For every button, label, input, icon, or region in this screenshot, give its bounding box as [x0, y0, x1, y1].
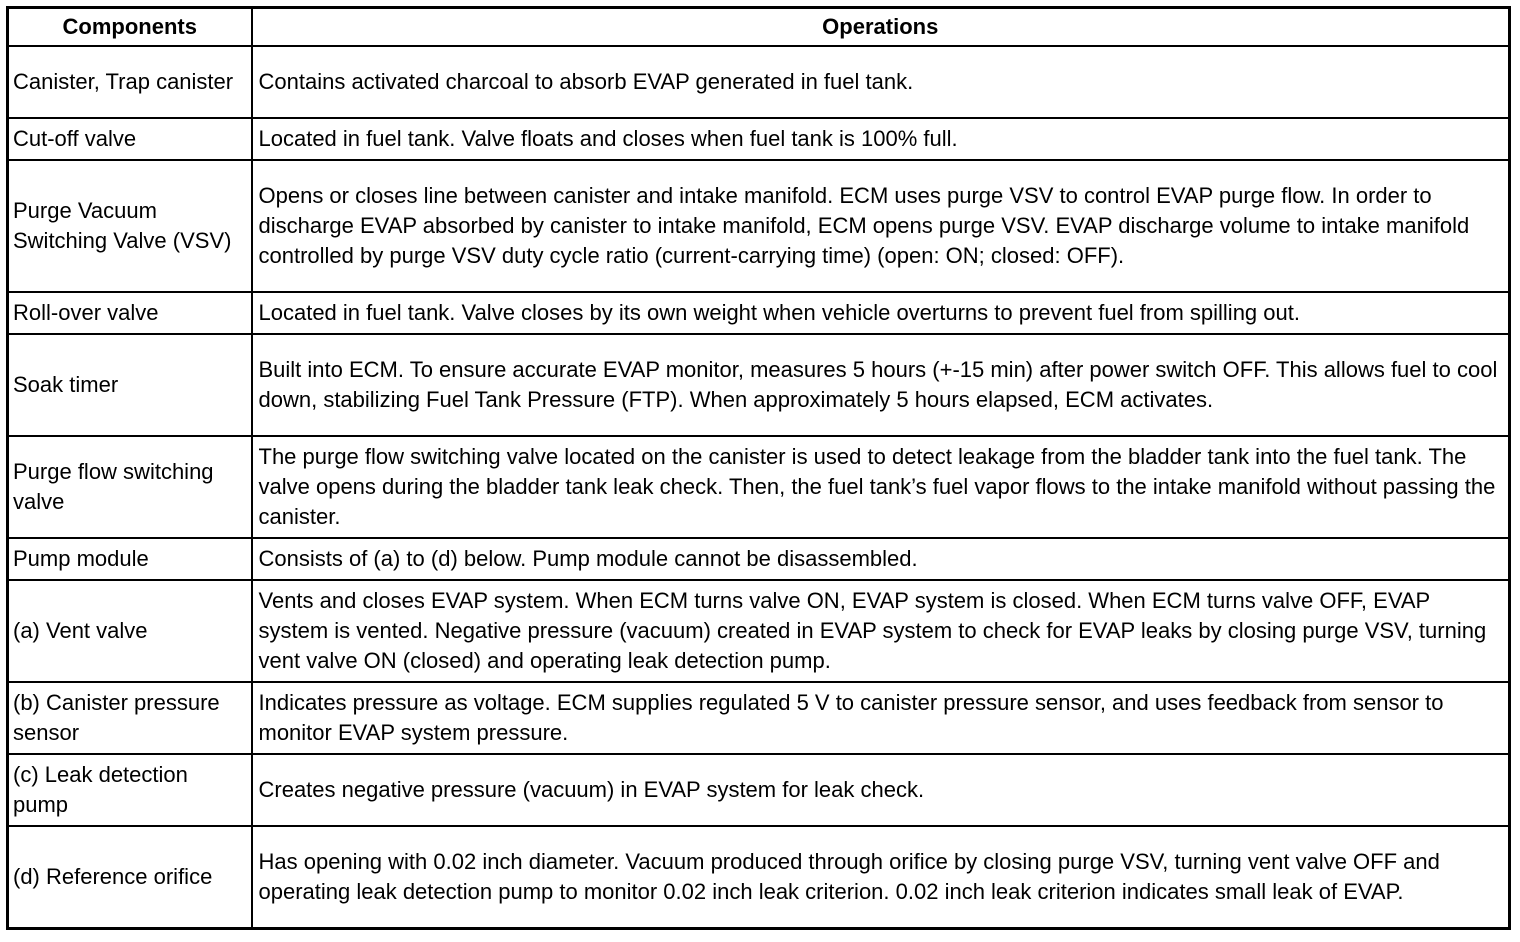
operation-cell: Indicates pressure as voltage. ECM supplies regulated 5 V to canister pressure sensor, and uses feedback from sensor to monitor EVAP system pressure.: [252, 682, 1510, 754]
table-row: [8, 682, 1510, 754]
components-header: Components: [8, 8, 252, 47]
table-row: [8, 538, 1510, 580]
table-row: [8, 436, 1510, 538]
component-cell: (b) Canister pressure sensor: [8, 682, 252, 754]
components-operations-table: [6, 6, 1511, 930]
table-row: [8, 754, 1510, 826]
operations-header: Operations: [252, 8, 1510, 47]
operation-cell: Built into ECM. To ensure accurate EVAP monitor, measures 5 hours (+-15 min) after power switch OFF. This allows fuel to cool down, stabilizing Fuel Tank Pressure (FTP). When approximately 5 hours elapsed, ECM activates.: [252, 334, 1510, 436]
component-cell: Cut-off valve: [8, 118, 252, 160]
operation-cell: Has opening with 0.02 inch diameter. Vacuum produced through orifice by closing purge VSV, turning vent valve OFF and operating leak detection pump to monitor 0.02 inch leak criterion. 0.02 inch leak criterion indicates small leak of EVAP.: [252, 826, 1510, 928]
component-cell: (d) Reference orifice: [8, 826, 252, 928]
component-cell: Canister, Trap canister: [8, 46, 252, 118]
table-row: [8, 826, 1510, 928]
operation-cell: The purge flow switching valve located on the canister is used to detect leakage from the bladder tank into the fuel tank. The valve opens during the bladder tank leak check. Then, the fuel tank’s fuel vapor flows to the intake manifold without passing the canister.: [252, 436, 1510, 538]
component-cell: Roll-over valve: [8, 292, 252, 334]
table-row: [8, 46, 1510, 118]
table-row: [8, 118, 1510, 160]
table-row: [8, 580, 1510, 682]
operation-cell: Vents and closes EVAP system. When ECM turns valve ON, EVAP system is closed. When ECM turns valve OFF, EVAP system is vented. Negative pressure (vacuum) created in EVAP system to check for EVAP leaks by closing purge VSV, turning vent valve ON (closed) and operating leak detection pump.: [252, 580, 1510, 682]
component-cell: Purge flow switching valve: [8, 436, 252, 538]
component-cell: Soak timer: [8, 334, 252, 436]
operation-cell: Located in fuel tank. Valve closes by its own weight when vehicle overturns to prevent fuel from spilling out.: [252, 292, 1510, 334]
table-row: [8, 160, 1510, 292]
operation-cell: Consists of (a) to (d) below. Pump module cannot be disassembled.: [252, 538, 1510, 580]
component-cell: (c) Leak detection pump: [8, 754, 252, 826]
table-header-row: [8, 8, 1510, 47]
component-cell: Purge Vacuum Switching Valve (VSV): [8, 160, 252, 292]
operation-cell: Contains activated charcoal to absorb EVAP generated in fuel tank.: [252, 46, 1510, 118]
component-cell: (a) Vent valve: [8, 580, 252, 682]
operation-cell: Opens or closes line between canister and intake manifold. ECM uses purge VSV to control EVAP purge flow. In order to discharge EVAP absorbed by canister to intake manifold, ECM opens purge VSV. EVAP discharge volume to intake manifold controlled by purge VSV duty cycle ratio (current-carrying time) (open: ON; closed: OFF).: [252, 160, 1510, 292]
table-row: [8, 334, 1510, 436]
component-cell: Pump module: [8, 538, 252, 580]
operation-cell: Creates negative pressure (vacuum) in EVAP system for leak check.: [252, 754, 1510, 826]
operation-cell: Located in fuel tank. Valve floats and closes when fuel tank is 100% full.: [252, 118, 1510, 160]
table-row: [8, 292, 1510, 334]
